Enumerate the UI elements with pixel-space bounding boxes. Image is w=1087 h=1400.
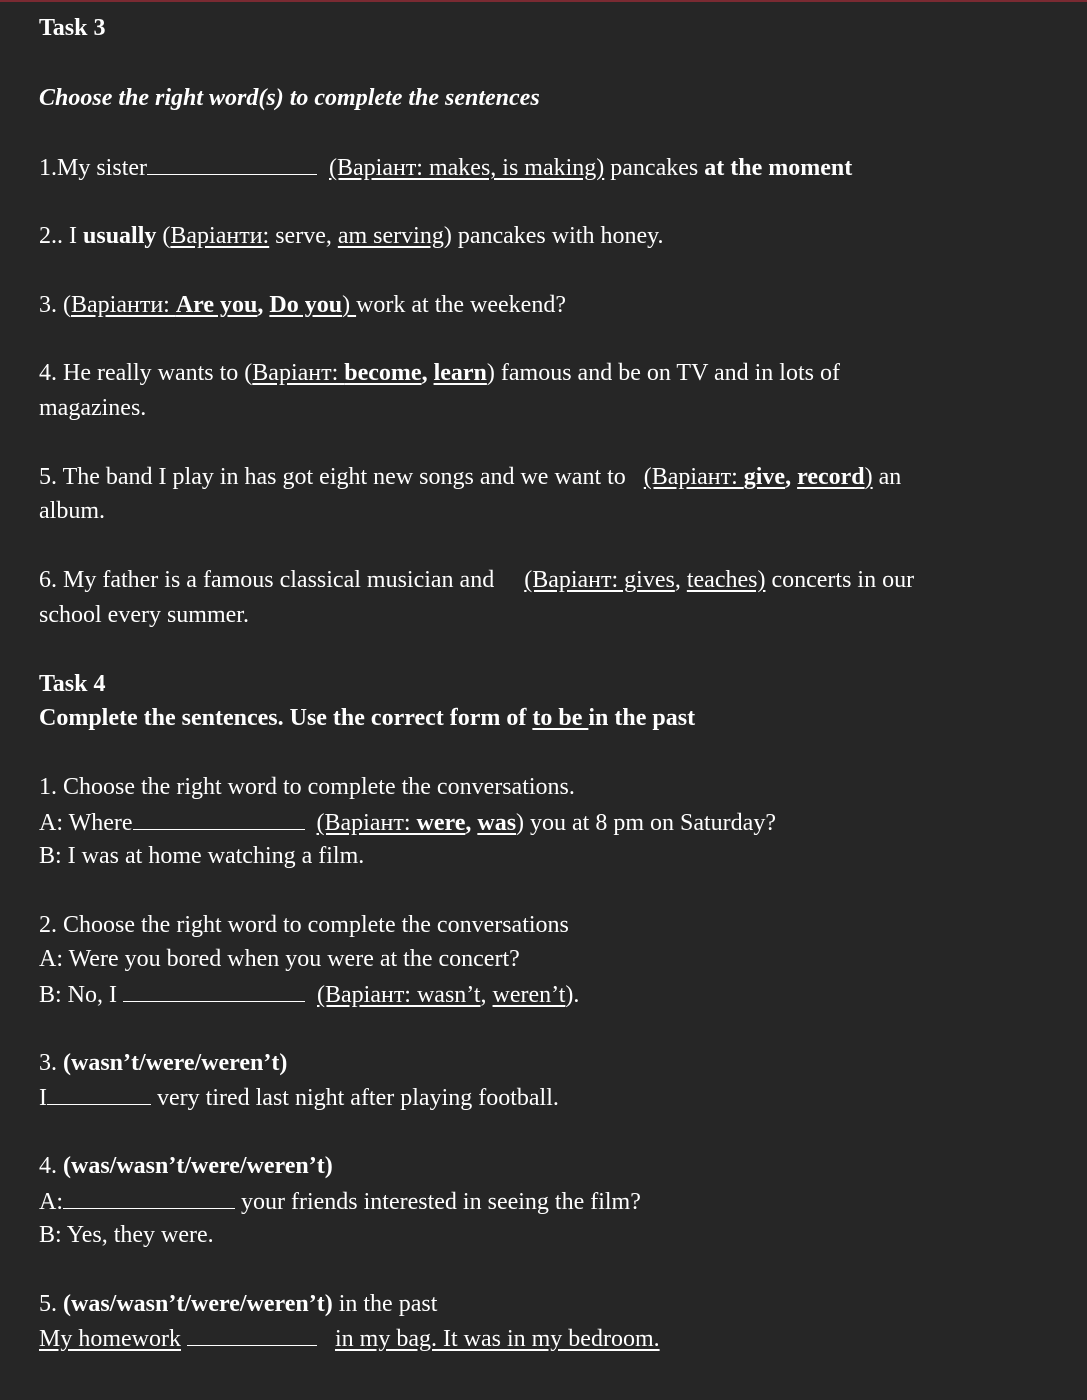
task4-question-3-title: 3. (wasn’t/were/weren’t) (39, 1050, 288, 1076)
task4-question-3-line: I very tired last night after playing football. (39, 1082, 559, 1113)
task3-question-4-cont: magazines. (39, 395, 147, 421)
task4-question-4-line-b: B: Yes, they were. (39, 1222, 214, 1248)
answer-blank[interactable] (47, 1082, 151, 1105)
answer-blank[interactable] (147, 152, 317, 175)
top-border (0, 0, 1087, 2)
task3-instruction: Choose the right word(s) to complete the sentences (39, 85, 540, 111)
task4-question-1-line-a: A: Where (Варіант: were, was) you at 8 pm on Saturday? (39, 807, 776, 838)
task3-question-3: 3. (Варіанти: Are you, Do you) work at the weekend? (39, 292, 566, 318)
task4-heading: Task 4 (39, 671, 106, 697)
answer-blank[interactable] (123, 979, 305, 1002)
task4-question-4-title: 4. (was/wasn’t/were/weren’t) (39, 1153, 333, 1179)
task3-question-5: 5. The band I play in has got eight new songs and we want to (Варіант: give, record) an (39, 464, 902, 490)
answer-blank[interactable] (133, 807, 305, 830)
task4-instruction: Complete the sentences. Use the correct form of to be in the past (39, 705, 696, 731)
task4-question-1-title: 1. Choose the right word to complete the conversations. (39, 774, 575, 800)
task3-question-6-cont: school every summer. (39, 602, 249, 628)
answer-blank[interactable] (63, 1186, 235, 1209)
task3-question-2: 2.. I usually (Варіанти: serve, am serving) pancakes with honey. (39, 223, 664, 249)
task4-question-1-line-b: B: I was at home watching a film. (39, 843, 365, 869)
task4-question-2-title: 2. Choose the right word to complete the conversations (39, 912, 569, 938)
task4-question-2-line-b: B: No, I (Варіант: wasn’t, weren’t). (39, 979, 579, 1010)
task4-question-4-line-a: A: your friends interested in seeing the film? (39, 1186, 641, 1217)
task3-question-6: 6. My father is a famous classical musician and (Варіант: gives, teaches) concerts in our (39, 567, 915, 593)
task3-question-4: 4. He really wants to (Варіант: become, learn) famous and be on TV and in lots of (39, 360, 840, 386)
task4-question-5-line: My homework in my bag. It was in my bedroom. (39, 1323, 660, 1354)
task3-question-1: 1.My sister (Варіант: makes, is making) pancakes at the moment (39, 152, 852, 183)
answer-blank[interactable] (187, 1323, 317, 1346)
task4-question-2-line-a: A: Were you bored when you were at the concert? (39, 946, 520, 972)
task3-heading: Task 3 (39, 15, 106, 41)
task3-question-5-cont: album. (39, 498, 105, 524)
task4-question-5-title: 5. (was/wasn’t/were/weren’t) in the past (39, 1291, 438, 1317)
